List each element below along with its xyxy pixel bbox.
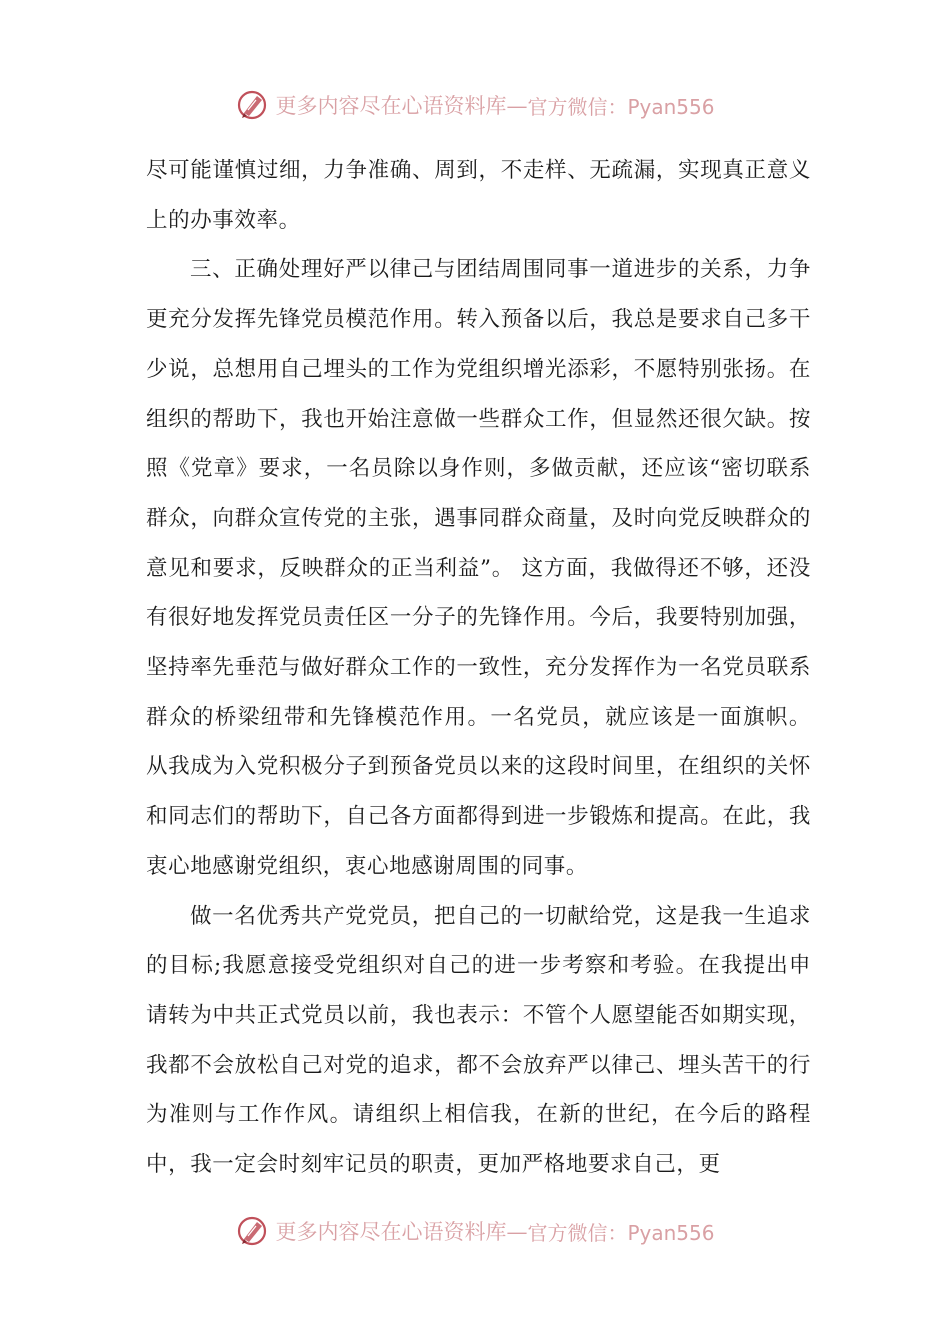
paragraph-continuation: 尽可能谨慎过细，力争准确、周到，不走样、无疏漏，实现真正意义上的办事效率。 [146,158,811,233]
paragraph-conclusion: 做一名优秀共产党党员，把自己的一切献给党，这是我一生追求的目标;我愿意接受党组织对自己的进一步考察和考验。在我提出申请转为中共正式党员以前，我也表示：不管个人愿望能否如期实现，我都不会放松自己对党的追求，都不会放弃严以律己、埋头苦干的行为准则与工作作风。请组织上相信我，在新的世纪，在今后的路程中，我一定会时刻牢记员的职责，更加严格地要求自己，更 [146,903,811,1178]
document-body [146,146,811,1190]
paragraph-section-three: 三、正确处理好严以律己与团结周围同事一道进步的关系，力争更充分发挥先锋党员模范作用。转入预备以后，我总是要求自己多干少说，总想用自己埋头的工作为党组织增光添彩，不愿特别张扬。在组织的帮助下，我也开始注意做一些群众工作，但显然还很欠缺。按照《党章》要求，一名员除以身作则，多做贡献，还应该“密切联系群众，向群众宣传党的主张，遇事同群众商量，及时向党反映群众的意见和要求，反映群众的正当利益”。 这方面，我做得还不够，还没有很好地发挥党员责任区一分子的先锋作用。今后，我要特别加强，坚持率先垂范与做好群众工作的一致性，充分发挥作为一名党员联系群众的桥梁纽带和先锋模范作用。一名党员，就应该是一面旗帜。 从我成为入党积极分子到预备党员以来的这段时间里，在组织的关怀和同志们的帮助下，自己各方面都得到进一步锻炼和提高。在此，我衷心地感谢党组织，衷心地感谢周围的同事。 [146,257,811,879]
footer-watermark-banner [0,1208,950,1254]
pen-nib-logo-icon [235,1214,269,1248]
banner-wechat-text: 官方微信：Pyan556 [527,94,715,119]
banner-brand-text: 更多内容尽在心语资料库— [275,1220,528,1244]
banner-wechat-text: 官方微信：Pyan556 [527,1220,715,1245]
pen-nib-logo-icon [235,88,269,122]
banner-brand-text: 更多内容尽在心语资料库— [275,94,528,118]
header-watermark-banner [0,82,950,128]
